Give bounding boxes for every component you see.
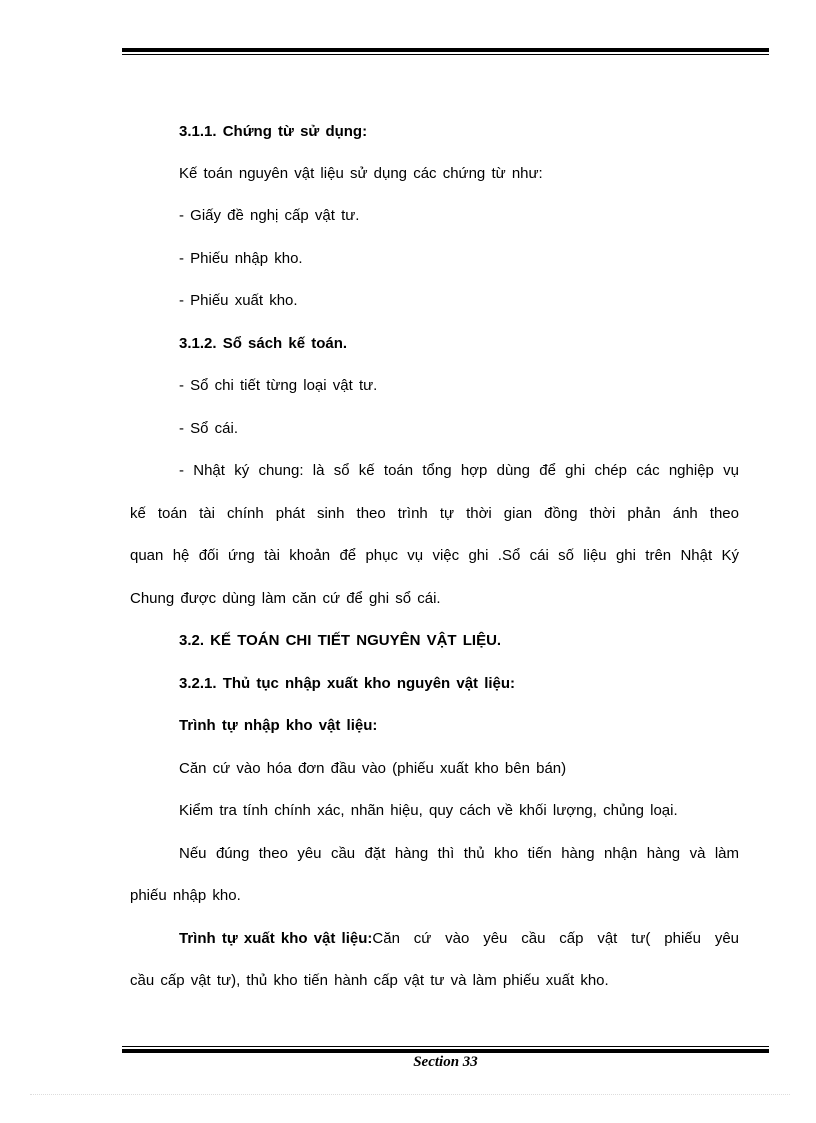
heading-trinh-tu-nhap: Trình tự nhập kho vật liệu:	[179, 717, 378, 734]
paragraph-xuat-line-2: cầu cấp vật tư), thủ kho tiến hành cấp vật tư và làm phiếu xuất kho.	[130, 972, 609, 989]
paragraph-intro: Kế toán nguyên vật liệu sử dụng các chứng từ như:	[179, 165, 543, 182]
paragraph-nhat-ky-chung-line-2: kế toán tài chính phát sinh theo trình tự thời gian đồng thời phản ánh theo	[130, 505, 739, 522]
list-item-phieu-xuat: - Phiếu xuất kho.	[179, 292, 298, 309]
heading-3-2-1: 3.2.1. Thủ tục nhập xuất kho nguyên vật liệu:	[179, 675, 516, 692]
footer-rule-thick	[122, 1049, 769, 1053]
list-item-so-chi-tiet: - Sổ chi tiết từng loại vật tư.	[179, 377, 378, 394]
heading-3-1-1: 3.1.1. Chứng từ sử dụng:	[179, 123, 368, 140]
paragraph-nhat-ky-chung-line-1: - Nhật ký chung: là sổ kế toán tổng hợp dùng để ghi chép các nghiệp vụ	[179, 462, 739, 479]
paragraph-nhap-3-line-2: phiếu nhập kho.	[130, 887, 241, 904]
header-rule-thick	[122, 48, 769, 52]
footer-rule-thin	[122, 1046, 769, 1047]
heading-3-2: 3.2. KẾ TOÁN CHI TIẾT NGUYÊN VẬT LIỆU.	[179, 632, 502, 649]
list-item-so-cai: - Sổ cái.	[179, 420, 239, 437]
paragraph-nhap-1: Căn cứ vào hóa đơn đầu vào (phiếu xuất kho bên bán)	[179, 760, 567, 777]
footer-section-label: Section 33	[413, 1054, 478, 1070]
bottom-dotted-divider	[30, 1094, 790, 1095]
heading-trinh-tu-xuat: Trình tự xuất kho vật liệu:	[179, 930, 373, 947]
paragraph-nhat-ky-chung-line-4: Chung được dùng làm căn cứ để ghi sổ cái.	[130, 590, 441, 607]
footer-rule	[122, 1046, 769, 1054]
header-rule	[122, 48, 769, 56]
list-item-phieu-nhap: - Phiếu nhập kho.	[179, 250, 303, 267]
paragraph-xuat-text: Căn cứ vào yêu cầu cấp vật tư( phiếu yêu	[372, 930, 739, 947]
paragraph-nhap-2: Kiểm tra tính chính xác, nhãn hiệu, quy cách về khối lượng, chủng loại.	[179, 802, 678, 819]
list-item-giay-de-nghi: - Giấy đề nghị cấp vật tư.	[179, 207, 360, 224]
paragraph-nhat-ky-chung-line-3: quan hệ đối ứng tài khoản để phục vụ việc ghi .Sổ cái số liệu ghi trên Nhật Ký	[130, 547, 739, 564]
paragraph-xuat-line-1	[179, 929, 739, 949]
heading-3-1-2: 3.1.2. Sổ sách kế toán.	[179, 335, 348, 352]
header-rule-thin	[122, 54, 769, 55]
paragraph-nhap-3-line-1: Nếu đúng theo yêu cầu đặt hàng thì thủ kho tiến hàng nhận hàng và làm	[179, 845, 739, 862]
